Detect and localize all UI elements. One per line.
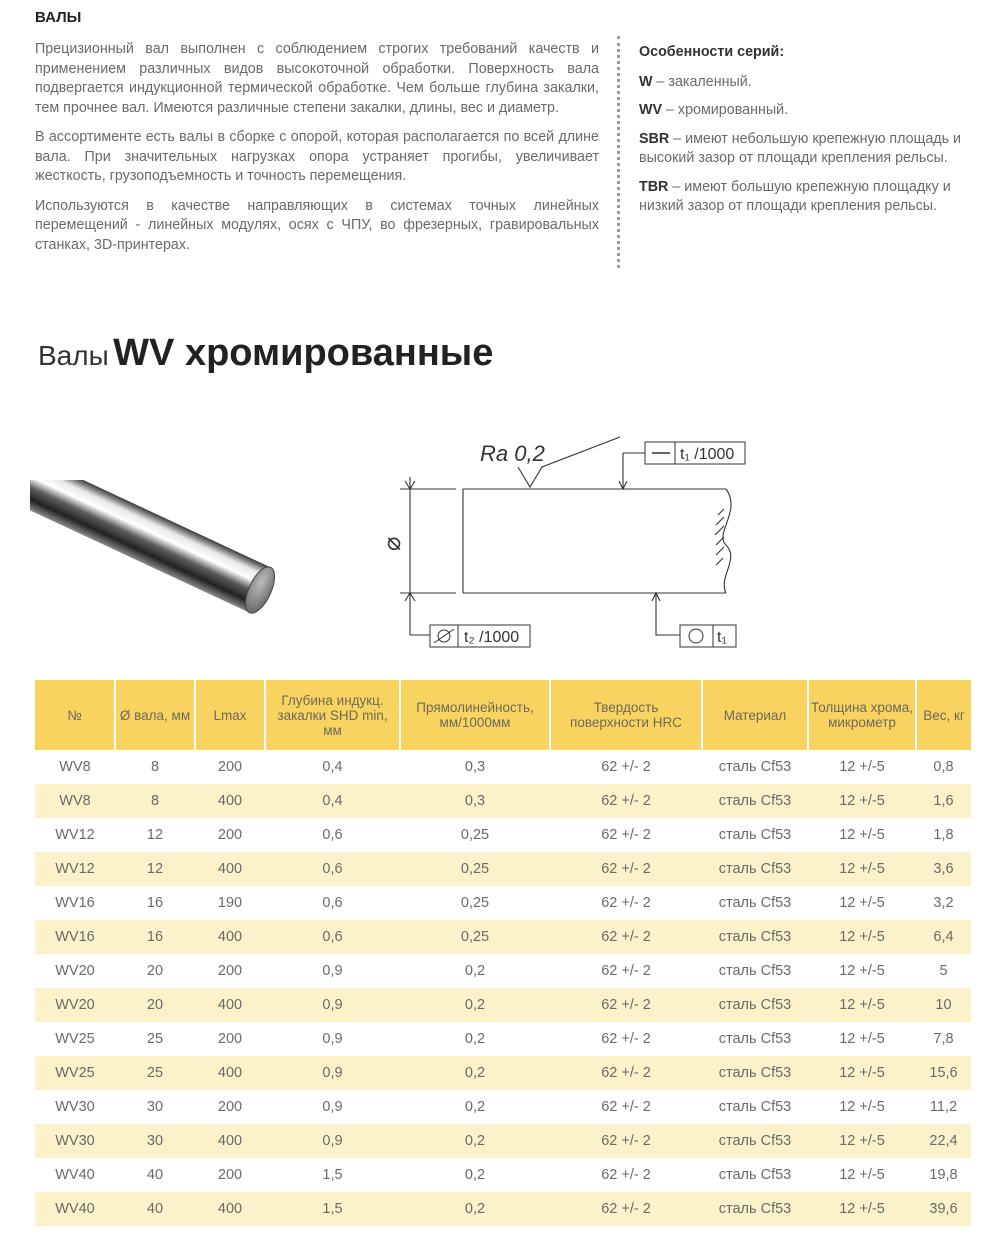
table-cell: 200 [217, 1167, 243, 1183]
table-cell: 25 [115, 1056, 195, 1090]
table-cell: 400 [195, 852, 265, 886]
table-cell: 0,2 [464, 1167, 486, 1183]
table-cell: 3,2 [933, 895, 954, 911]
chrome-shaft-image [30, 480, 290, 630]
drawing-lines [400, 437, 731, 635]
table-cell: 200 [217, 1031, 243, 1047]
feature-code: SBR [639, 130, 670, 147]
table-cell: 62 +/- 2 [601, 827, 651, 843]
table-cell: 0,9 [265, 1124, 400, 1158]
feature-code: W [639, 73, 653, 90]
table-cell: сталь Cf53 [718, 963, 792, 979]
table-cell: сталь Cf53 [702, 1124, 808, 1158]
table-cell: 22,4 [916, 1124, 971, 1158]
table-cell: 62 +/- 2 [550, 1056, 702, 1090]
table-header-row [35, 680, 971, 750]
spec-table [35, 680, 971, 1226]
table-cell: 400 [195, 1124, 265, 1158]
table-row [35, 1022, 971, 1056]
table-cell: 3,6 [916, 852, 971, 886]
table-cell: сталь Cf53 [702, 988, 808, 1022]
table-cell: 62 +/- 2 [601, 1031, 651, 1047]
table-cell: 62 +/- 2 [601, 759, 651, 775]
tolerance-box-bottom-left [430, 625, 530, 647]
feature-code: TBR [639, 178, 669, 195]
feature-item [639, 101, 979, 121]
table-cell: 0,4 [322, 759, 343, 775]
table-cell: 0,25 [400, 920, 550, 954]
roughness-label: Ra 0,2 [480, 441, 545, 466]
table-cell: 10 [916, 988, 971, 1022]
table-cell: 200 [217, 827, 243, 843]
feature-text: – имеют небольшую крепежную площадь и высокий зазор от площади крепления рельсы. [639, 130, 962, 166]
column-header: Материал [702, 680, 808, 750]
table-cell: WV16 [35, 920, 115, 954]
table-cell: 12 +/-5 [808, 1124, 916, 1158]
feature-code: WV [639, 102, 663, 118]
feature-text: – хромированный. [662, 102, 789, 118]
table-cell: 0,2 [400, 1192, 550, 1226]
table-cell: 1,8 [933, 827, 954, 843]
column-header: Толщина хрома, микрометр [808, 680, 916, 750]
table-cell: 0,3 [464, 759, 486, 775]
dotted-divider [617, 36, 620, 268]
table-cell: WV20 [55, 963, 95, 979]
table-cell: сталь Cf53 [702, 920, 808, 954]
table-row [35, 1158, 971, 1192]
intro-paragraph: В ассортименте есть валы в сборке с опорой, которая располагается по всей длине вала. При значительных нагрузках опора устраняет прогибы, увеличивает жесткость, грузоподъемность и точность перемещения. [35, 129, 599, 184]
table-cell: 12 +/-5 [839, 827, 885, 843]
table-cell: сталь Cf53 [718, 1031, 792, 1047]
table-cell: сталь Cf53 [718, 895, 792, 911]
table-cell: WV8 [59, 759, 91, 775]
table-cell: 0,4 [265, 784, 400, 818]
table-cell: 0,6 [322, 827, 343, 843]
table-cell: 62 +/- 2 [601, 963, 651, 979]
table-row [35, 886, 971, 920]
column-header: Твердость поверхности HRC [550, 680, 702, 750]
column-header: Ø вала, мм [115, 680, 195, 750]
table-cell: 0,9 [265, 988, 400, 1022]
table-cell: 15,6 [916, 1056, 971, 1090]
table-cell: 19,8 [929, 1167, 958, 1183]
table-cell: сталь Cf53 [718, 1167, 792, 1183]
table-cell: 25 [146, 1031, 164, 1047]
table-row [35, 1192, 971, 1226]
table-cell: 0,9 [322, 1099, 343, 1115]
features-title: Особенности серий: [639, 44, 785, 60]
table-cell: 12 +/-5 [839, 1167, 885, 1183]
table-cell: сталь Cf53 [702, 1056, 808, 1090]
table-row [35, 1124, 971, 1158]
feature-item [639, 178, 979, 217]
table-cell: 20 [146, 963, 164, 979]
table-row [35, 920, 971, 954]
table-row [35, 954, 971, 988]
intro-paragraph: Используются в качестве направляющих в системах точных линейных перемещений - линейных модулях, осях с ЧПУ, во фрезерных, гравировальных станках, 3D-принтерах. [35, 197, 599, 253]
feature-item [639, 130, 979, 169]
table-row [35, 852, 971, 886]
table-cell: 12 +/-5 [808, 852, 916, 886]
tolerance-box-top [645, 442, 745, 464]
table-cell: 12 +/-5 [839, 1031, 885, 1047]
table-cell: 16 [115, 920, 195, 954]
table-row [35, 988, 971, 1022]
table-cell: 12 +/-5 [839, 1099, 885, 1115]
table-cell: 62 +/- 2 [601, 1099, 651, 1115]
table-cell: 0,2 [400, 1124, 550, 1158]
table-cell: 62 +/- 2 [601, 895, 651, 911]
table-cell: 400 [195, 988, 265, 1022]
table-cell: 0,6 [322, 895, 343, 911]
table-cell: 62 +/- 2 [550, 852, 702, 886]
shaft-tolerance-drawing [370, 425, 770, 660]
feature-text: – имеют большую крепежную площадку и низкий зазор от площади крепления рельсы. [639, 178, 951, 214]
feature-item [639, 73, 979, 93]
table-cell: 0,2 [400, 1056, 550, 1090]
table-cell: 12 +/-5 [839, 895, 885, 911]
table-row [35, 784, 971, 818]
table-body [35, 750, 971, 1226]
table-cell: 12 +/-5 [808, 920, 916, 954]
table-cell: 400 [195, 920, 265, 954]
table-cell: 400 [195, 1192, 265, 1226]
table-cell: 0,9 [322, 1031, 343, 1047]
table-cell: 0,25 [460, 895, 490, 911]
table-cell: 0,2 [464, 1031, 486, 1047]
table-cell: 0,6 [265, 920, 400, 954]
tolerance-box-bottom-right [680, 625, 736, 647]
table-cell: WV12 [55, 827, 95, 843]
table-cell: 8 [150, 759, 160, 775]
table-cell: 0,6 [265, 852, 400, 886]
table-cell: WV16 [55, 895, 95, 911]
table-cell: 12 +/-5 [839, 963, 885, 979]
table-cell: WV30 [35, 1124, 115, 1158]
column-header: Вес, кг [916, 680, 971, 750]
table-cell: 0,25 [400, 852, 550, 886]
table-cell: WV20 [35, 988, 115, 1022]
table-cell: 400 [195, 784, 265, 818]
table-row [35, 818, 971, 852]
table-cell: 200 [217, 963, 243, 979]
column-header: № [35, 680, 115, 750]
feature-text: – закаленный. [652, 73, 752, 90]
series-features [639, 43, 979, 226]
table-cell: WV25 [55, 1031, 95, 1047]
table-cell: 12 [115, 852, 195, 886]
table-cell: сталь Cf53 [702, 784, 808, 818]
table-cell: 190 [217, 895, 243, 911]
table-cell: 30 [115, 1124, 195, 1158]
table-cell: сталь Cf53 [718, 1099, 792, 1115]
table-cell: 62 +/- 2 [550, 1192, 702, 1226]
section-title [38, 332, 493, 375]
table-cell: сталь Cf53 [718, 759, 792, 775]
tolerance-top-label: t₁ /1000 [680, 446, 735, 463]
table-cell: сталь Cf53 [702, 852, 808, 886]
table-row [35, 1090, 971, 1124]
tolerance-bottom-left-label: t₂ /1000 [464, 629, 520, 646]
table-cell: 62 +/- 2 [550, 784, 702, 818]
table-cell: 40 [146, 1167, 164, 1183]
table-cell: сталь Cf53 [718, 827, 792, 843]
table-cell: 62 +/- 2 [601, 1167, 651, 1183]
table-cell: WV12 [35, 852, 115, 886]
table-cell: 0,9 [265, 1056, 400, 1090]
table-cell: 12 +/-5 [808, 1192, 916, 1226]
table-cell: 0,25 [460, 827, 490, 843]
table-cell: 1,5 [322, 1167, 343, 1183]
table-cell: 12 +/-5 [808, 784, 916, 818]
table-cell: 39,6 [916, 1192, 971, 1226]
table-cell: WV8 [35, 784, 115, 818]
table-cell: 62 +/- 2 [550, 988, 702, 1022]
table-cell: 62 +/- 2 [550, 1124, 702, 1158]
column-header: Глубина индукц. закалки SHD min, мм [265, 680, 400, 750]
table-cell: 1,5 [265, 1192, 400, 1226]
table-cell: 0,3 [400, 784, 550, 818]
table-row [35, 750, 971, 784]
table-cell: 16 [146, 895, 164, 911]
section-title-prefix: Валы [38, 340, 109, 371]
table-cell: 200 [217, 759, 243, 775]
diameter-symbol: ⌀ [379, 536, 406, 551]
table-cell: 1,6 [916, 784, 971, 818]
table-cell: 0,8 [933, 759, 954, 775]
intro-paragraph: Прецизионный вал выполнен с соблюдением строгих требований качеств и применением различных видов высокоточной обработки. Поверхность вала подвергается индукционной термической обработке. Чем больше глубина закалки, тем прочнее вал. Имеются различные степени закалки, длины, вес и диаметр. [35, 41, 599, 116]
table-row [35, 1056, 971, 1090]
table-cell: 0,9 [322, 963, 343, 979]
table-cell: 12 +/-5 [808, 1056, 916, 1090]
table-cell: WV30 [55, 1099, 95, 1115]
table-cell: 7,8 [933, 1031, 954, 1047]
table-cell: 12 +/-5 [839, 759, 885, 775]
table-cell: 0,2 [464, 963, 486, 979]
column-header: Прямолинейность, мм/1000мм [400, 680, 550, 750]
table-cell: 200 [217, 1099, 243, 1115]
table-cell: 62 +/- 2 [550, 920, 702, 954]
column-header: Lmax [195, 680, 265, 750]
table-cell: 6,4 [916, 920, 971, 954]
table-cell: 0,2 [464, 1099, 486, 1115]
intro-text [35, 40, 599, 265]
table-cell: 400 [195, 1056, 265, 1090]
table-cell: WV25 [35, 1056, 115, 1090]
section-title-bold: WV хромированные [113, 332, 494, 374]
table-cell: 8 [115, 784, 195, 818]
page-heading: ВАЛЫ [35, 9, 82, 26]
table-cell: 20 [115, 988, 195, 1022]
table-cell: сталь Cf53 [702, 1192, 808, 1226]
table-cell: 0,2 [400, 988, 550, 1022]
table-cell: WV40 [55, 1167, 95, 1183]
table-cell: 30 [146, 1099, 164, 1115]
table-cell: 40 [115, 1192, 195, 1226]
table-cell: 12 +/-5 [808, 988, 916, 1022]
table-cell: 12 [146, 827, 164, 843]
table-cell: 5 [939, 963, 948, 979]
table-cell: 11,2 [929, 1099, 958, 1115]
tolerance-bottom-right-label: t₁ [717, 629, 727, 646]
table-cell: WV40 [35, 1192, 115, 1226]
